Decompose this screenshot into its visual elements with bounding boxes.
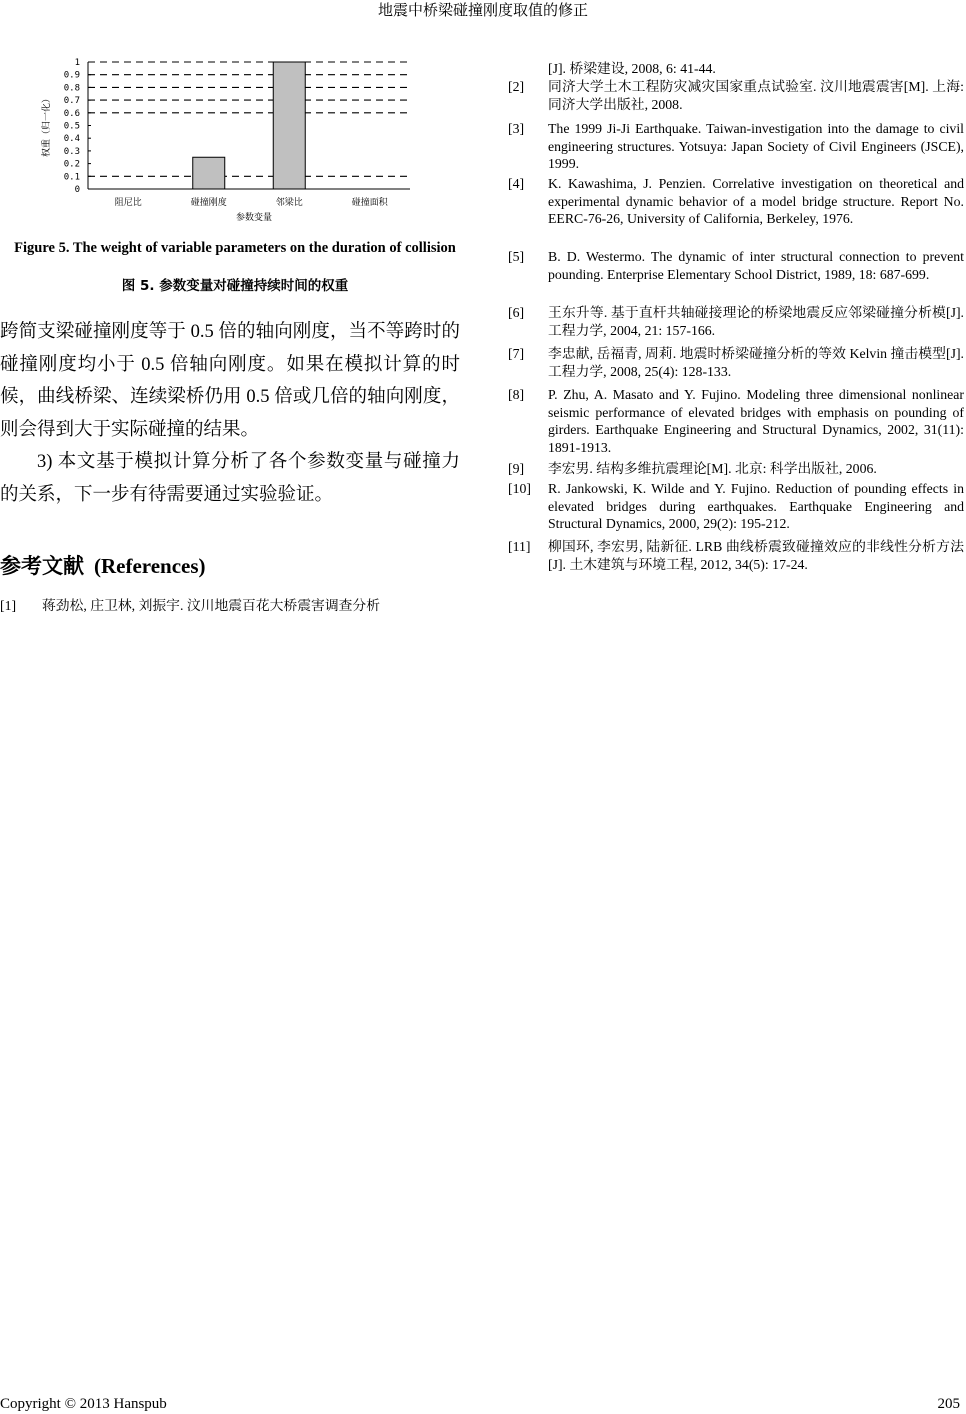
reference-text: K. Kawashima, J. Penzien. Correlative investigation on theoretical and experimental dynamic behavior of a model bridge structure. Report No. EERC-76-26, University of California, Berkeley, 1976. bbox=[548, 176, 964, 226]
references-heading bbox=[0, 550, 460, 582]
x-tick-label: 碰撞刚度 bbox=[190, 198, 227, 208]
reference-number: [8] bbox=[508, 387, 525, 402]
reference-text: 李忠献, 岳福青, 周莉. 地震时桥梁碰撞分析的等效 Kelvin 撞击模型[J]. 工程力学, 2008, 25(4): 128-133. bbox=[548, 346, 964, 379]
y-tick-label: 0.7 bbox=[63, 96, 80, 107]
x-tick-label: 邻梁比 bbox=[275, 198, 303, 208]
reference-item bbox=[508, 480, 964, 536]
reference-item bbox=[508, 460, 964, 480]
reference-item bbox=[508, 120, 964, 174]
y-tick-label: 0.1 bbox=[63, 172, 80, 183]
x-tick-label: 碰撞面积 bbox=[351, 198, 388, 208]
bar bbox=[193, 157, 225, 189]
reference-item bbox=[508, 175, 964, 247]
figure-5 bbox=[40, 50, 430, 235]
reference-number: [4] bbox=[508, 176, 525, 191]
reference-item bbox=[508, 304, 964, 344]
reference-number: [1] bbox=[0, 598, 17, 613]
y-tick-label: 0.5 bbox=[63, 121, 80, 132]
x-tick-label: 阻尼比 bbox=[114, 198, 142, 208]
reference-text: P. Zhu, A. Masato and Y. Fujino. Modeling three dimensional nonlinear seismic performance of elevated bridges with emphasis on pounding of girders. Earthquake Engineering and Structural Dynamics, 2002, 31(11): 1891-1913. bbox=[548, 387, 964, 455]
y-axis-label: 权重（归一化） bbox=[42, 93, 52, 158]
figure-caption-zh: 图 5. 参数变量对碰撞持续时间的权重 bbox=[121, 278, 349, 294]
y-tick-label: 0.6 bbox=[63, 108, 80, 119]
body-text bbox=[0, 316, 460, 511]
reference-item bbox=[508, 386, 964, 458]
reference-item bbox=[508, 538, 964, 578]
reference-number: [2] bbox=[508, 79, 525, 94]
reference-number: [11] bbox=[508, 539, 531, 554]
reference-number: [6] bbox=[508, 305, 525, 320]
x-axis-label: 参数变量 bbox=[235, 213, 273, 223]
copyright: Copyright © 2013 Hanspub bbox=[0, 1396, 167, 1412]
body-paragraph: 3) 本文基于模拟计算分析了各个参数变量与碰撞力的关系，下一步有待需要通过实验验证。 bbox=[0, 452, 460, 505]
y-tick-label: 0.9 bbox=[63, 70, 80, 81]
page-number: 205 bbox=[937, 1396, 960, 1412]
y-tick-label: 0.8 bbox=[63, 83, 80, 94]
reference-text: 柳国环, 李宏男, 陆新征. LRB 曲线桥震致碰撞效应的非线性分析方法[J]. 土木建筑与环境工程, 2012, 34(5): 17-24. bbox=[548, 539, 964, 572]
bar bbox=[273, 62, 305, 189]
y-tick-label: 1 bbox=[74, 58, 80, 68]
references-heading-en: (References) bbox=[94, 554, 206, 578]
reference-item bbox=[508, 78, 964, 118]
y-tick-label: 0.3 bbox=[63, 146, 80, 157]
bar-chart bbox=[40, 50, 430, 235]
body-paragraph: 跨简支梁碰撞刚度等于 0.5 倍的轴向刚度，当不等跨时的碰撞刚度均小于 0.5 倍轴向刚度。如果在模拟计算的时候，曲线桥梁、连续梁桥仍用 0.5 倍或几倍的轴向刚度，则会得到大于实际碰撞的结果。 bbox=[0, 322, 460, 440]
reference-text: 李宏男. 结构多维抗震理论[M]. 北京: 科学出版社, 2006. bbox=[548, 461, 877, 476]
reference-text: 同济大学土木工程防灾减灾国家重点试验室. 汶川地震震害[M]. 上海: 同济大学出版社, 2008. bbox=[548, 79, 964, 112]
reference-number: [7] bbox=[508, 346, 525, 361]
reference-number: [5] bbox=[508, 249, 525, 264]
reference-item bbox=[508, 345, 964, 385]
reference-text: 王东升等. 基于直杆共轴碰接理论的桥梁地震反应邻梁碰撞分析模[J]. 工程力学, 2004, 21: 157-166. bbox=[548, 305, 964, 338]
reference-number: [9] bbox=[508, 461, 525, 476]
reference-text: 蒋劲松, 庄卫林, 刘振宇. 汶川地震百花大桥震害调查分析 bbox=[42, 598, 381, 613]
reference-item bbox=[508, 248, 964, 302]
reference-text: R. Jankowski, K. Wilde and Y. Fujino. Reduction of pounding effects in elevated bridges during earthquakes. Earthquake Engineering and Structural Dynamics, 2000, 29(2): 195-212. bbox=[548, 481, 964, 531]
reference-text: B. D. Westermo. The dynamic of inter structural connection to prevent pounding. Enterprise Elementary School District, 1989, 18: 687-699. bbox=[548, 249, 964, 282]
y-tick-label: 0.2 bbox=[63, 159, 80, 170]
reference-number: [10] bbox=[508, 481, 531, 496]
y-tick-label: 0.4 bbox=[63, 134, 80, 145]
y-tick-label: 0 bbox=[74, 185, 80, 195]
reference-text: The 1999 Ji-Ji Earthquake. Taiwan-investigation into the damage to civil engineering structures. Yotsuya: Japan Society of Civil Engineers (JSCE), 1999. bbox=[548, 121, 964, 171]
figure-caption-en: Figure 5. The weight of variable parameters on the duration of collision bbox=[14, 240, 456, 256]
running-header: 地震中桥梁碰撞刚度取值的修正 bbox=[377, 3, 588, 19]
reference-item bbox=[0, 597, 460, 617]
reference-number: [3] bbox=[508, 121, 525, 136]
reference-continuation: [J]. 桥梁建设, 2008, 6: 41-44. bbox=[548, 61, 716, 76]
references-heading-zh: 参考文献 bbox=[0, 554, 84, 578]
